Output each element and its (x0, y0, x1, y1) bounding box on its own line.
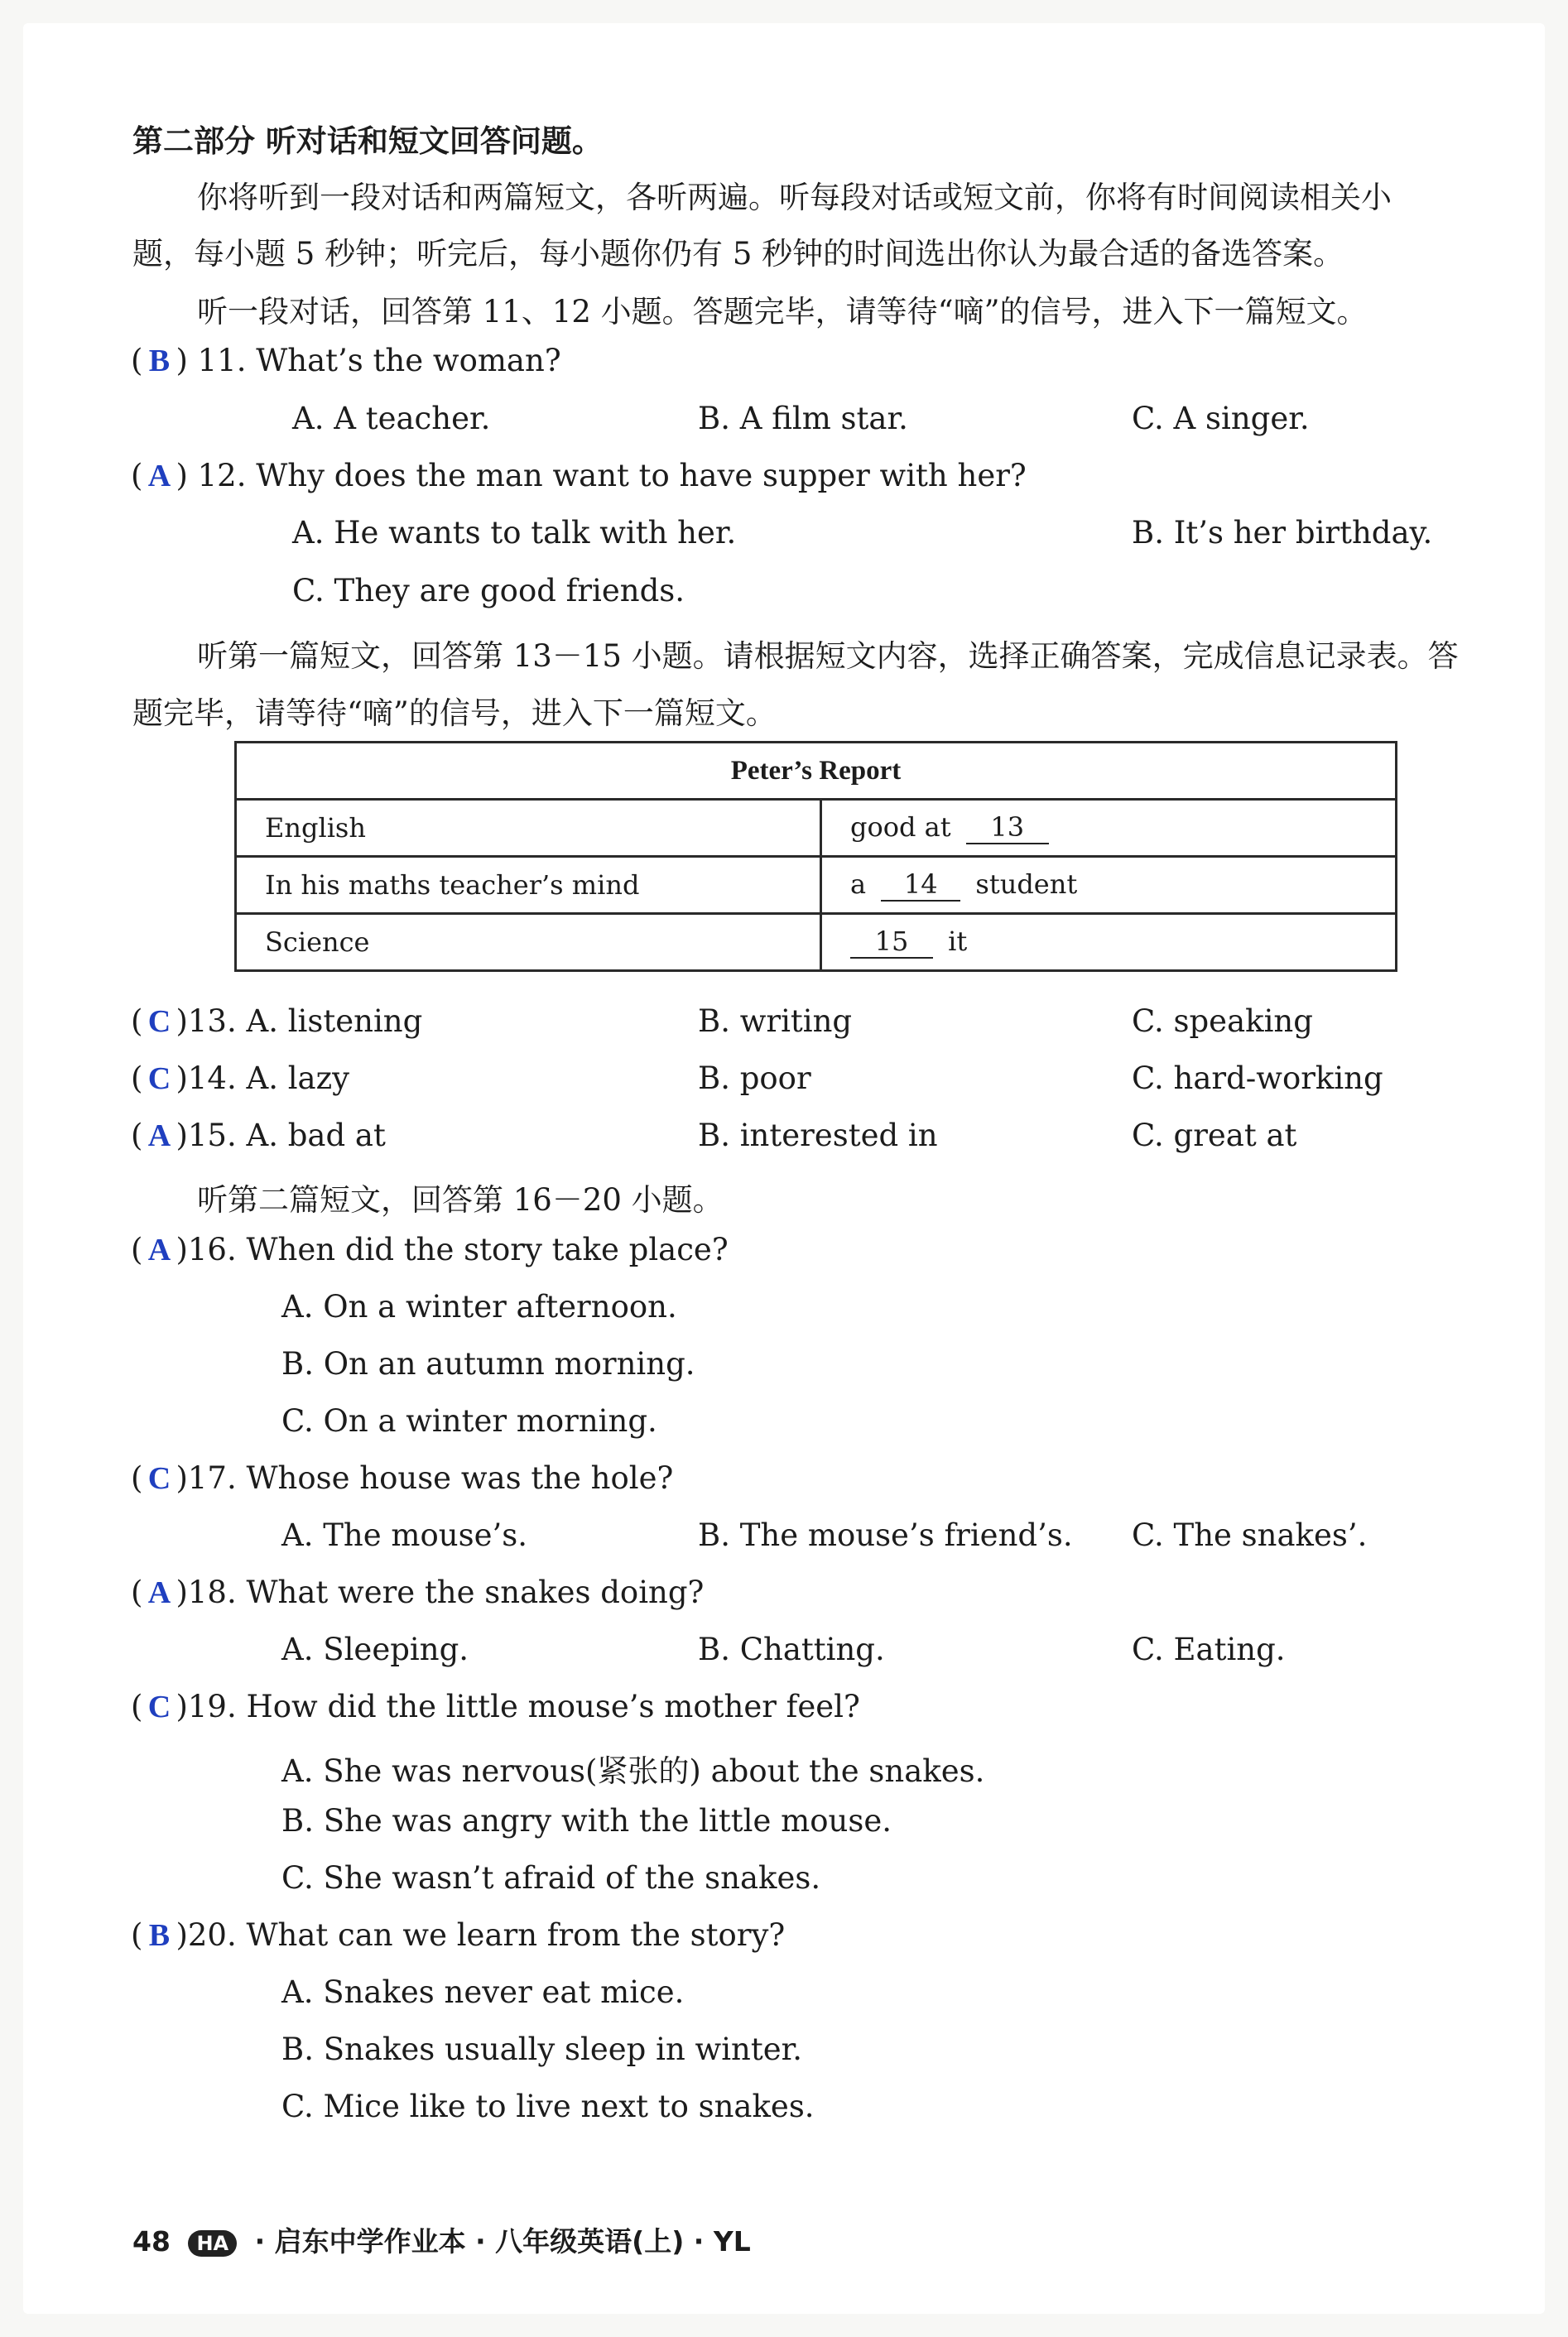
option: B. Chatting. (698, 1632, 885, 1667)
answer-mark: C (147, 1690, 171, 1724)
option: B. On an autumn morning. (281, 1346, 695, 1382)
option: B. interested in (698, 1118, 938, 1153)
passage1-intro-line-1: 听第一篇短文，回答第 13－15 小题。请根据短文内容，选择正确答案，完成信息记录表。答 (197, 638, 1459, 674)
page-footer (132, 2220, 751, 2259)
option: C. speaking (1132, 1003, 1313, 1039)
option: A. Snakes never eat mice. (281, 1974, 685, 2010)
option: C. hard-working (1132, 1060, 1383, 1096)
option: A. The mouse’s. (281, 1517, 527, 1553)
option: C. Eating. (1132, 1632, 1286, 1667)
question-11: ( B ) 11. What’s the woman? (131, 343, 561, 378)
question-17: ( C )17. Whose house was the hole? (131, 1460, 674, 1496)
option: C. On a winter morning. (281, 1403, 657, 1439)
option: A. Sleeping. (281, 1632, 469, 1667)
question-stem: 11. What’s the woman? (197, 343, 561, 378)
answer-mark: A (147, 1118, 171, 1153)
table-row (236, 857, 1397, 914)
option: C. A singer. (1132, 401, 1310, 436)
answer-mark: B (148, 1918, 171, 1953)
question-13: ( C )13. A. listening (131, 1003, 423, 1039)
table-cell-value (821, 857, 1397, 914)
table-title: Peter’s Report (236, 743, 1397, 800)
question-stem: 18. What were the snakes doing? (187, 1575, 705, 1610)
option: B. Snakes usually sleep in winter. (281, 2032, 803, 2067)
cell-text: student (975, 868, 1078, 900)
passage1-intro-line-2: 题完毕，请等待“嘀”的信号，进入下一篇短文。 (132, 695, 777, 731)
intro-line-1: 你将听到一段对话和两篇短文，各听两遍。听每段对话或短文前，你将有时间阅读相关小 (197, 180, 1392, 215)
answer-mark: C (147, 1061, 171, 1096)
page-number: 48 (132, 2225, 171, 2258)
blank-14: 14 (881, 868, 960, 902)
question-stem: 19. How did the little mouse’s mother feel? (187, 1689, 860, 1724)
answer-mark: A (147, 459, 171, 493)
question-stem: 13. A. listening (187, 1003, 423, 1039)
answer-mark: A (147, 1575, 171, 1610)
option: A. He wants to talk with her. (292, 515, 737, 551)
question-19: ( C )19. How did the little mouse’s mother feel? (131, 1689, 860, 1724)
dialog-intro: 听一段对话，回答第 11、12 小题。答题完毕，请等待“嘀”的信号，进入下一篇短文。 (197, 294, 1368, 329)
option: B. She was angry with the little mouse. (281, 1803, 892, 1839)
option: A. A teacher. (292, 401, 491, 436)
answer-mark: C (147, 1461, 171, 1496)
option: C. The snakes’. (1132, 1517, 1368, 1553)
table-cell-label: English (236, 800, 821, 857)
option: B. poor (698, 1060, 811, 1096)
question-14: ( C )14. A. lazy (131, 1060, 350, 1096)
blank-13: 13 (966, 811, 1049, 844)
passage2-intro: 听第二篇短文，回答第 16－20 小题。 (197, 1182, 724, 1218)
question-stem: 17. Whose house was the hole? (187, 1460, 674, 1496)
answer-mark: A (147, 1233, 171, 1267)
question-18: ( A )18. What were the snakes doing? (131, 1575, 705, 1610)
answer-mark: B (148, 344, 171, 378)
option: B. writing (698, 1003, 853, 1039)
option: B. The mouse’s friend’s. (698, 1517, 1073, 1553)
table-cell-label: In his maths teacher’s mind (236, 857, 821, 914)
table-cell-value (821, 800, 1397, 857)
book-title: · 启东中学作业本 · 八年级英语(上) · YL (254, 2225, 751, 2258)
question-15: ( A )15. A. bad at (131, 1118, 386, 1153)
question-stem: 20. What can we learn from the story? (187, 1917, 786, 1953)
option: B. It’s her birthday. (1132, 515, 1433, 551)
blank-15: 15 (850, 926, 933, 959)
question-12: ( A ) 12. Why does the man want to have supper with her? (131, 458, 1027, 493)
table-cell-value (821, 914, 1397, 971)
option: A. She was nervous(紧张的) about the snakes. (281, 1753, 985, 1789)
option: A. On a winter afternoon. (281, 1289, 677, 1325)
table-row (236, 800, 1397, 857)
cell-text: it (948, 926, 968, 957)
question-20: ( B )20. What can we learn from the story? (131, 1917, 786, 1953)
question-stem: 16. When did the story take place? (187, 1232, 729, 1267)
question-stem: 14. A. lazy (187, 1060, 350, 1096)
option: C. Mice like to live next to snakes. (281, 2089, 815, 2124)
section-title: 第二部分 听对话和短文回答问题。 (132, 123, 603, 159)
question-stem: 15. A. bad at (187, 1118, 386, 1153)
intro-line-2: 题，每小题 5 秒钟；听完后，每小题你仍有 5 秒钟的时间选出你认为最合适的备选答案。 (132, 236, 1344, 272)
option: C. They are good friends. (292, 573, 685, 608)
publisher-badge: HA (188, 2230, 237, 2257)
question-stem: 12. Why does the man want to have supper with her? (197, 458, 1027, 493)
peters-report-table (234, 741, 1397, 972)
question-16: ( A )16. When did the story take place? (131, 1232, 729, 1267)
cell-text: a (850, 868, 867, 900)
option: B. A film star. (698, 401, 908, 436)
cell-text: good at (850, 811, 951, 843)
table-row (236, 914, 1397, 971)
option: C. great at (1132, 1118, 1297, 1153)
table-cell-label: Science (236, 914, 821, 971)
answer-mark: C (147, 1004, 171, 1039)
option: C. She wasn’t afraid of the snakes. (281, 1860, 821, 1896)
